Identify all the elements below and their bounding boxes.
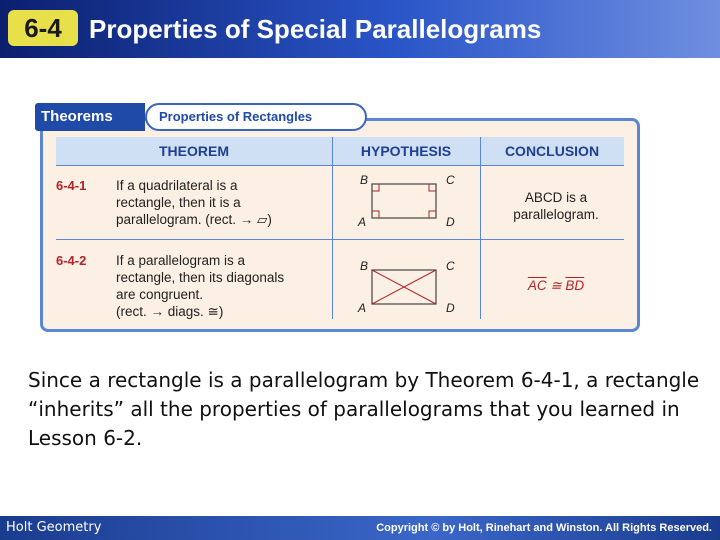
column-header-theorem: THEOREM (159, 143, 229, 159)
footer-copyright: Copyright © by Holt, Rinehart and Winston. All Rights Reserved. (376, 522, 712, 534)
theorem-line: If a parallelogram is a (116, 253, 246, 268)
conclusion-line: ABCD is a (524, 190, 588, 205)
vertex-label: A (358, 301, 367, 315)
conclusion (486, 189, 626, 223)
vertex-label: B (360, 259, 369, 273)
footer-course: Holt Geometry (6, 520, 102, 535)
row-divider (56, 165, 624, 166)
page-title: Properties of Special Parallelograms (89, 14, 542, 44)
segment-ac: $\overline{AC}$ (527, 278, 547, 293)
row-divider (56, 239, 624, 240)
vertex-label: D (446, 215, 455, 229)
title-banner (0, 0, 720, 58)
lesson-number: 6-4 (8, 10, 78, 46)
vertex-label: C (446, 173, 455, 187)
table-header (56, 137, 624, 165)
theorem-line: parallelogram. (rect. → ▱) (116, 212, 272, 227)
congruent-symbol: ≅ (550, 278, 562, 293)
column-header-hypothesis: HYPOTHESIS (360, 143, 452, 159)
column-header-conclusion: CONCLUSION (504, 143, 600, 159)
body-paragraph: Since a rectangle is a parallelogram by Theorem 6-4-1, a rectangle “inherits” all the properties of parallelograms that you learned in Lesson 6-2. (28, 368, 700, 450)
theorem-number: 6-4-2 (56, 253, 87, 268)
vertex-label: C (446, 259, 455, 273)
theorem-line: (rect. → diags. ≅) (116, 304, 224, 319)
theorem-line: rectangle, then its diagonals (116, 270, 285, 285)
vertex-label: A (358, 215, 367, 229)
theorem-line: are congruent. (116, 287, 204, 302)
theorems-subtitle: Properties of Rectangles (145, 103, 367, 131)
theorem-line: If a quadrilateral is a (116, 178, 238, 193)
theorem-line: rectangle, then it is a (116, 195, 241, 210)
rectangle-shape (372, 184, 436, 218)
footer-bar (0, 516, 720, 540)
theorem-statement (116, 252, 326, 320)
rectangle-diagonals-diagram (354, 258, 464, 318)
conclusion-line: parallelogram. (513, 207, 599, 222)
vertex-label: B (360, 173, 369, 187)
right-angle-marks (372, 184, 436, 218)
theorems-label: Theorems (35, 103, 145, 131)
theorem-number: 6-4-1 (56, 178, 87, 193)
rectangle-diagram (354, 172, 464, 232)
vertex-label: D (446, 301, 455, 315)
segment-bd: $\overline{BD}$ (565, 278, 585, 293)
theorem-statement (116, 177, 316, 228)
conclusion (486, 278, 626, 294)
